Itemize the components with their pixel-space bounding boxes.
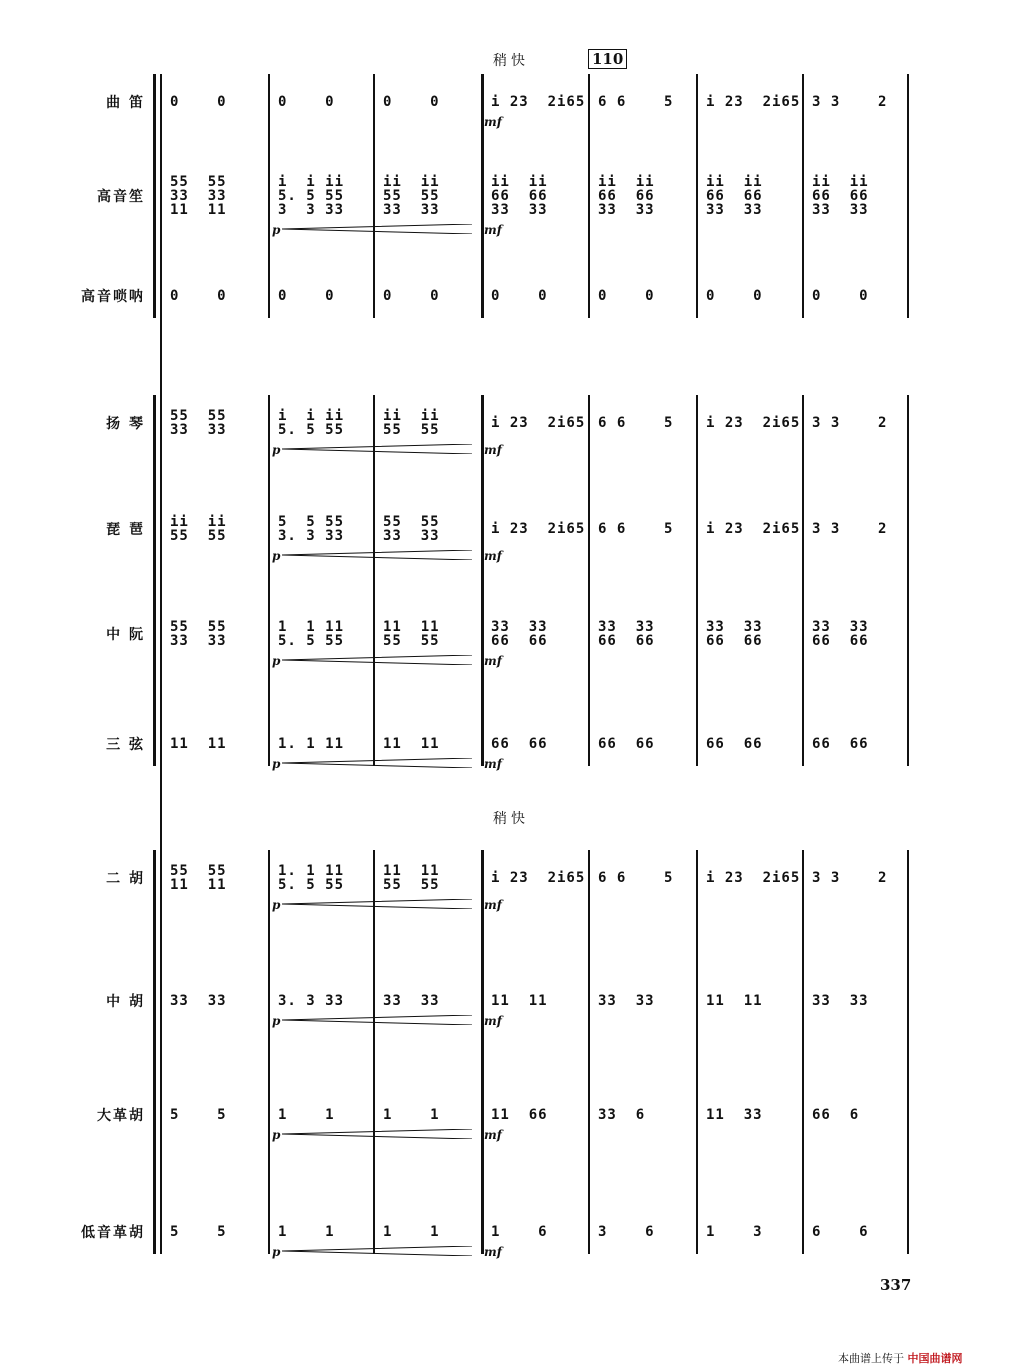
measure-zhongruan-7: 33 33 66 66 <box>812 619 869 649</box>
measure-diyingehu-5: 3 6 <box>598 1224 655 1240</box>
measure-sanxian-2: 1. 1 11 <box>278 736 345 752</box>
measure-gaoyinsheng-3: ii ii 55 55 33 33 <box>383 174 440 218</box>
system-line <box>160 74 162 1254</box>
measure-gaoyinsuona-3: 0 0 <box>383 288 440 304</box>
dynamic-p-zhongruan: p <box>272 654 281 668</box>
crescendo-hairpin-zhongruan <box>282 655 482 665</box>
measure-sanxian-5: 66 66 <box>598 736 655 752</box>
measure-yangqin-5: 6 6 5 <box>598 415 674 431</box>
barline <box>588 395 590 766</box>
measure-zhongruan-6: 33 33 66 66 <box>706 619 763 649</box>
measure-gaoyinsheng-4: ii ii 66 66 33 33 <box>491 174 548 218</box>
dynamic-mf-dagehu: mf <box>484 1128 502 1142</box>
dynamic-p-erhu: p <box>272 898 281 912</box>
barline <box>696 850 698 1254</box>
dynamic-p-zhonghu: p <box>272 1014 281 1028</box>
measure-gaoyinsuona-6: 0 0 <box>706 288 763 304</box>
measure-zhonghu-6: 11 11 <box>706 993 763 1009</box>
measure-gaoyinsuona-4: 0 0 <box>491 288 548 304</box>
instrument-label-zhonghu: 中 胡 <box>106 994 145 1010</box>
measure-dagehu-1: 5 5 <box>170 1107 227 1123</box>
footer-credit <box>838 1350 963 1366</box>
dynamic-mf-yangqin: mf <box>484 443 502 457</box>
barline <box>802 395 804 766</box>
measure-dagehu-5: 33 6 <box>598 1107 646 1123</box>
measure-qudi-5: 6 6 5 <box>598 94 674 110</box>
measure-gaoyinsheng-7: ii ii 66 66 33 33 <box>812 174 869 218</box>
barline <box>268 74 270 318</box>
measure-zhonghu-7: 33 33 <box>812 993 869 1009</box>
barline <box>268 850 270 1254</box>
dynamic-mf-erhu: mf <box>484 898 502 912</box>
barline <box>907 74 909 318</box>
measure-gaoyinsheng-6: ii ii 66 66 33 33 <box>706 174 763 218</box>
measure-yangqin-2: i i ii 5. 5 55 <box>278 408 345 438</box>
barline <box>907 395 909 766</box>
barline <box>588 74 590 318</box>
measure-zhonghu-4: 11 11 <box>491 993 548 1009</box>
measure-yangqin-6: i 23 2i65 <box>706 415 801 431</box>
crescendo-hairpin-zhonghu <box>282 1015 482 1025</box>
measure-sanxian-4: 66 66 <box>491 736 548 752</box>
measure-zhongruan-1: 55 55 33 33 <box>170 619 227 649</box>
barline <box>696 395 698 766</box>
measure-yangqin-7: 3 3 2 <box>812 415 888 431</box>
instrument-label-diyingehu: 低音革胡 <box>81 1225 145 1241</box>
dynamic-mf-zhonghu: mf <box>484 1014 502 1028</box>
measure-erhu-7: 3 3 2 <box>812 870 888 886</box>
dynamic-mf-pipa: mf <box>484 549 502 563</box>
footer-site: 中国曲谱网 <box>907 1352 963 1365</box>
measure-erhu-2: 1. 1 11 5. 5 55 <box>278 863 345 893</box>
dynamic-mf-zhongruan: mf <box>484 654 502 668</box>
instrument-label-qudi: 曲 笛 <box>106 95 145 111</box>
measure-erhu-3: 11 11 55 55 <box>383 863 440 893</box>
barline <box>268 395 270 766</box>
dynamic-mf-gaoyinsheng: mf <box>484 223 502 237</box>
measure-diyingehu-4: 1 6 <box>491 1224 548 1240</box>
measure-pipa-2: 5 5 55 3. 3 33 <box>278 514 345 544</box>
dynamic-p-dagehu: p <box>272 1128 281 1142</box>
crescendo-hairpin-dagehu <box>282 1129 482 1139</box>
measure-pipa-6: i 23 2i65 <box>706 521 801 537</box>
crescendo-hairpin-pipa <box>282 550 482 560</box>
measure-diyingehu-1: 5 5 <box>170 1224 227 1240</box>
barline <box>802 850 804 1254</box>
instrument-label-zhongruan: 中 阮 <box>106 627 145 643</box>
measure-gaoyinsheng-5: ii ii 66 66 33 33 <box>598 174 655 218</box>
measure-zhonghu-3: 33 33 <box>383 993 440 1009</box>
barline <box>373 850 375 1254</box>
dynamic-p-diyingehu: p <box>272 1245 281 1259</box>
barline <box>373 395 375 766</box>
instrument-label-yangqin: 扬 琴 <box>106 416 145 432</box>
instrument-label-gaoyinsuona: 高音唢呐 <box>81 289 145 305</box>
instrument-label-erhu: 二 胡 <box>106 871 145 887</box>
measure-gaoyinsuona-7: 0 0 <box>812 288 869 304</box>
dynamic-p-gaoyinsheng: p <box>272 223 281 237</box>
measure-zhongruan-2: 1 1 11 5. 5 55 <box>278 619 345 649</box>
measure-erhu-1: 55 55 11 11 <box>170 863 227 893</box>
dynamic-p-yangqin: p <box>272 443 281 457</box>
rehearsal-mark: 110 <box>588 49 627 69</box>
measure-zhonghu-2: 3. 3 33 <box>278 993 345 1009</box>
measure-zhongruan-3: 11 11 55 55 <box>383 619 440 649</box>
barline <box>481 74 484 318</box>
page-number: 337 <box>880 1276 912 1294</box>
measure-sanxian-7: 66 66 <box>812 736 869 752</box>
tempo-marking-top: 稍快 <box>493 53 529 69</box>
barline <box>481 395 484 766</box>
measure-diyingehu-3: 1 1 <box>383 1224 440 1240</box>
barline <box>696 74 698 318</box>
barline <box>481 850 484 1254</box>
measure-dagehu-3: 1 1 <box>383 1107 440 1123</box>
measure-sanxian-3: 11 11 <box>383 736 440 752</box>
instrument-label-dagehu: 大革胡 <box>97 1108 145 1124</box>
measure-gaoyinsuona-2: 0 0 <box>278 288 335 304</box>
measure-qudi-4: i 23 2i65 <box>491 94 586 110</box>
measure-qudi-7: 3 3 2 <box>812 94 888 110</box>
measure-gaoyinsuona-5: 0 0 <box>598 288 655 304</box>
measure-yangqin-3: ii ii 55 55 <box>383 408 440 438</box>
crescendo-hairpin-sanxian <box>282 758 482 768</box>
measure-pipa-4: i 23 2i65 <box>491 521 586 537</box>
measure-diyingehu-6: 1 3 <box>706 1224 763 1240</box>
dynamic-mf-sanxian: mf <box>484 757 502 771</box>
measure-zhongruan-5: 33 33 66 66 <box>598 619 655 649</box>
measure-gaoyinsheng-2: i i ii 5. 5 55 3 3 33 <box>278 174 345 218</box>
measure-diyingehu-2: 1 1 <box>278 1224 335 1240</box>
tempo-marking-mid: 稍快 <box>493 811 529 827</box>
measure-diyingehu-7: 6 6 <box>812 1224 869 1240</box>
measure-pipa-1: ii ii 55 55 <box>170 514 227 544</box>
measure-yangqin-1: 55 55 33 33 <box>170 408 227 438</box>
barline <box>907 850 909 1254</box>
instrument-label-gaoyinsheng: 高音笙 <box>97 189 145 205</box>
measure-qudi-1: 0 0 <box>170 94 227 110</box>
crescendo-hairpin-erhu <box>282 899 482 909</box>
measure-dagehu-2: 1 1 <box>278 1107 335 1123</box>
measure-qudi-3: 0 0 <box>383 94 440 110</box>
barline <box>588 850 590 1254</box>
measure-dagehu-6: 11 33 <box>706 1107 763 1123</box>
measure-sanxian-1: 11 11 <box>170 736 227 752</box>
measure-dagehu-7: 66 6 <box>812 1107 860 1123</box>
measure-zhonghu-1: 33 33 <box>170 993 227 1009</box>
measure-pipa-5: 6 6 5 <box>598 521 674 537</box>
crescendo-hairpin-gaoyinsheng <box>282 224 482 234</box>
measure-qudi-6: i 23 2i65 <box>706 94 801 110</box>
measure-pipa-7: 3 3 2 <box>812 521 888 537</box>
measure-erhu-4: i 23 2i65 <box>491 870 586 886</box>
measure-qudi-2: 0 0 <box>278 94 335 110</box>
measure-zhongruan-4: 33 33 66 66 <box>491 619 548 649</box>
measure-dagehu-4: 11 66 <box>491 1107 548 1123</box>
dynamic-p-sanxian: p <box>272 757 281 771</box>
dynamic-p-pipa: p <box>272 549 281 563</box>
measure-gaoyinsuona-1: 0 0 <box>170 288 227 304</box>
barline <box>373 74 375 318</box>
instrument-label-pipa: 琵 琶 <box>106 522 145 538</box>
measure-erhu-5: 6 6 5 <box>598 870 674 886</box>
crescendo-hairpin-diyingehu <box>282 1246 482 1256</box>
measure-erhu-6: i 23 2i65 <box>706 870 801 886</box>
measure-yangqin-4: i 23 2i65 <box>491 415 586 431</box>
measure-sanxian-6: 66 66 <box>706 736 763 752</box>
crescendo-hairpin-yangqin <box>282 444 482 454</box>
instrument-label-sanxian: 三 弦 <box>106 737 145 753</box>
dynamic-mf-diyingehu: mf <box>484 1245 502 1259</box>
measure-pipa-3: 55 55 33 33 <box>383 514 440 544</box>
measure-gaoyinsheng-1: 55 55 33 33 11 11 <box>170 174 227 218</box>
measure-zhonghu-5: 33 33 <box>598 993 655 1009</box>
footer-text: 本曲谱上传于 <box>838 1352 904 1365</box>
barline <box>802 74 804 318</box>
dynamic-mf-qudi: mf <box>484 115 502 129</box>
